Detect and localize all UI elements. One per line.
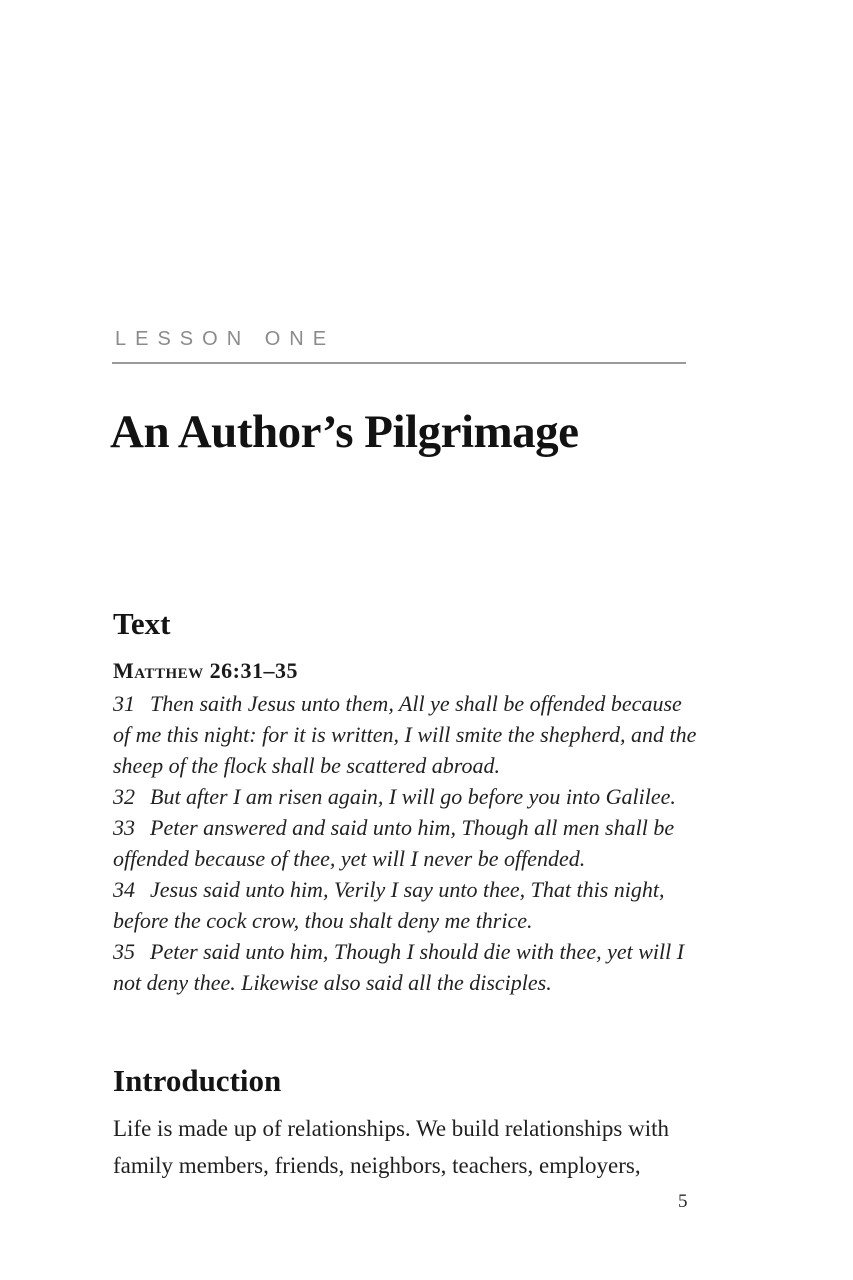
verse-34 [113, 874, 697, 936]
verse-33 [113, 812, 697, 874]
verse-31 [113, 688, 697, 781]
header-divider-rule [112, 362, 686, 364]
chapter-title: An Author’s Pilgrimage [110, 406, 579, 459]
section-heading-introduction: Introduction [113, 1063, 282, 1098]
introduction-paragraph: Life is made up of relationships. We build relationships with family members, friends, neighbors, teachers, employers, [113, 1116, 670, 1178]
verse-text: Jesus said unto him, Verily I say unto thee, That this night, before the cock crow, thou shalt deny me thrice. [113, 877, 665, 933]
verse-text: Peter said unto him, Though I should die with thee, yet will I not deny thee. Likewise also said all the disciples. [113, 939, 685, 995]
page-number: 5 [678, 1191, 688, 1212]
verse-32 [113, 781, 697, 812]
verse-number: 35 [113, 939, 135, 964]
verse-number: 34 [113, 877, 135, 902]
section-heading-text: Text [113, 606, 171, 641]
lesson-eyebrow: LESSON ONE [115, 328, 336, 350]
verse-text: Then saith Jesus unto them, All ye shall be offended because of me this night: for it is written, I will smite the shepherd, and the sheep of the flock shall be scattered abroad. [113, 691, 697, 778]
scripture-reference: Matthew 26:31–35 [113, 658, 298, 683]
verse-number: 33 [113, 815, 135, 840]
verse-text: But after I am risen again, I will go before you into Galilee. [150, 784, 676, 809]
text-section [113, 608, 697, 998]
verse-number: 31 [113, 691, 135, 716]
verse-number: 32 [113, 784, 135, 809]
verse-35 [113, 936, 697, 998]
verse-text: Peter answered and said unto him, Though all men shall be offended because of thee, yet will I never be offended. [113, 815, 675, 871]
scripture-passage [113, 688, 697, 998]
introduction-section [113, 1065, 703, 1184]
